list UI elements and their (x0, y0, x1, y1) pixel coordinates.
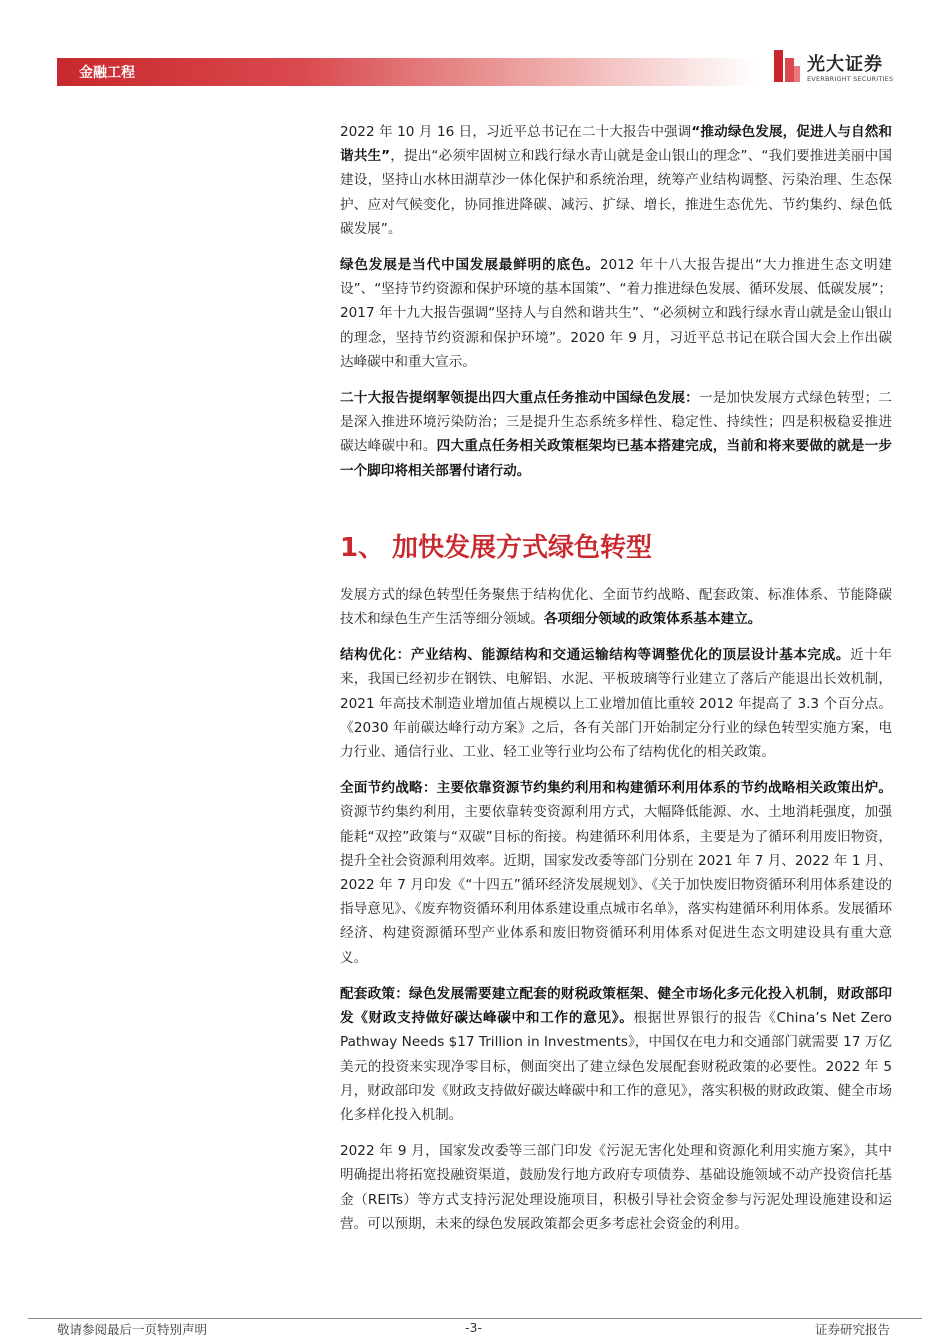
text: 2022 年 10 月 16 日，习近平总书记在二十大报告中强调 (340, 124, 692, 140)
main-content (340, 120, 892, 1248)
bold-text: 全面节约战略：主要依靠资源节约集约利用和构建循环利用体系的节约战略相关政策出炉。 (340, 780, 892, 797)
paragraph (340, 643, 892, 764)
footer-disclaimer: 敬请参阅最后一页特别声明 (57, 1322, 208, 1337)
company-logo (772, 48, 922, 88)
bold-text: 绿色发展是当代中国发展最鲜明的底色。 (340, 257, 600, 274)
paragraph (340, 1139, 892, 1236)
bold-text: 各项细分领域的政策体系基本建立。 (543, 611, 762, 628)
section-heading (340, 527, 892, 561)
footer-divider (28, 1318, 922, 1319)
bold-text: 二十大报告提纲挈领提出四大重点任务推动中国绿色发展： (340, 390, 699, 407)
paragraph (340, 253, 892, 374)
page-number: -3- (465, 1320, 482, 1335)
paragraph (340, 982, 892, 1127)
paragraph (340, 776, 892, 970)
section-title: 加快发展方式绿色转型 (392, 532, 653, 563)
paragraph (340, 386, 892, 483)
text: 2012 年十八大报告提出“大力推进生态文明建设”、“坚持节约资源和保护环境的基本国策”、“着力推进绿色发展、循环发展、低碳发展”；2017 年十九大报告强调“坚持人与自然和谐共生”、“必须树立和践行绿水青山就是金山银山的理念，坚持节约资源和保护环境”。2020 年 9 月，习近平总书记在联合国大会上作出碳达峰碳中和重大宣示。 (340, 257, 892, 370)
text: 发展方式的绿色转型任务聚焦于结构优化、全面节约战略、配套政策、标准体系、节能降碳技术和绿色生产生活等细分领域。 (340, 586, 892, 628)
footer-report-type: 证券研究报告 (815, 1322, 891, 1337)
section-label: 金融工程 (79, 65, 135, 81)
intro-paragraphs (340, 120, 892, 483)
text: 2022 年 9 月，国家发改委等三部门印发《污泥无害化处理和资源化利用实施方案》，其中明确提出将拓宽投融资渠道，鼓励发行地方政府专项债券、基础设施领域不动产投资信托基金（REITs）等方式支持污泥处理设施项目，积极引导社会资金参与污泥处理设施建设和运营。可以预期，未来的绿色发展政策都会更多考虑社会资金的利用。 (340, 1143, 892, 1232)
bold-text: 四大重点任务相关政策框架均已基本搭建完成，当前和将来要做的就是一步一个脚印将相关部署付诸行动。 (340, 438, 893, 479)
everbright-logo-icon (772, 48, 802, 86)
logo-subtext: EVERBRIGHT SECURITIES (807, 75, 894, 83)
section-body (340, 583, 892, 1236)
text: 资源节约集约利用，主要依靠转变资源利用方式，大幅降低能源、水、土地消耗强度，加强能耗“双控”政策与“双碳”目标的衔接。构建循环利用体系，主要是为了循环利用废旧物资，提升全社会资源利用效率。近期，国家发改委等部门分别在 2021 年 7 月、2022 年 1 月、2022 年 7 月印发《“十四五”循环经济发展规划》、《关于加快废旧物资循环利用体系建设的指导意见》、《废弃物资循环利用体系建设重点城市名单》，落实构建循环利用体系。发展循环经济、构建资源循环型产业体系和废旧物资循环利用体系对促进生态文明建设具有重大意义。 (340, 804, 892, 966)
bold-text: 配套政策：绿色发展需要建立配套的财税政策框架、健全市场化多元化投入机制，财政部印发《财政支持做好碳达峰碳中和工作的意见》。 (340, 985, 892, 1027)
header-bar (57, 58, 757, 86)
logo-text: 光大证券 (807, 54, 883, 75)
section-number: 1、 (340, 532, 385, 563)
paragraph (340, 583, 892, 631)
text: 近十年来，我国已经初步在钢铁、电解铝、水泥、平板玻璃等行业建立了落后产能退出长效机制，2021 年高技术制造业增加值占规模以上工业增加值比重较 2012 年提高了 3.3 个百分点。《2030 年前碳达峰行动方案》之后，各有关部门开始制定分行业的绿色转型实施方案，电力行业、通信行业、工业、轻工业等行业均公布了结构优化的相关政策。 (340, 647, 893, 761)
text: 根据世界银行的报告《China’s Net Zero Pathway Needs $17 Trillion in Investments》，中国仅在电力和交通部门就需要 17 万亿美元的投资来实现净零目标，侧面突出了建立绿色发展配套财税政策的必要性。2022 年 5 月，财政部印发《财政支持做好碳达峰碳中和工作的意见》，落实积极的财政政策、健全市场化多样化投入机制。 (340, 1010, 892, 1123)
text: 一是加快发展方式绿色转型；二是深入推进环境污染防治；三是提升生态系统多样性、稳定性、持续性；四是积极稳妥推进碳达峰碳中和。 (340, 390, 892, 455)
bold-text: “推动绿色发展，促进人与自然和谐共生” (340, 124, 893, 165)
paragraph (340, 120, 892, 241)
text: ，提出“必须牢固树立和践行绿水青山就是金山银山的理念”、“我们要推进美丽中国建设，坚持山水林田湖草沙一体化保护和系统治理，统筹产业结构调整、污染治理、生态保护、应对气候变化，协同推进降碳、减污、扩绿、增长，推进生态优先、节约集约、绿色低碳发展”。 (340, 148, 892, 237)
bold-text: 结构优化：产业结构、能源结构和交通运输结构等调整优化的顶层设计基本完成。 (340, 647, 851, 664)
